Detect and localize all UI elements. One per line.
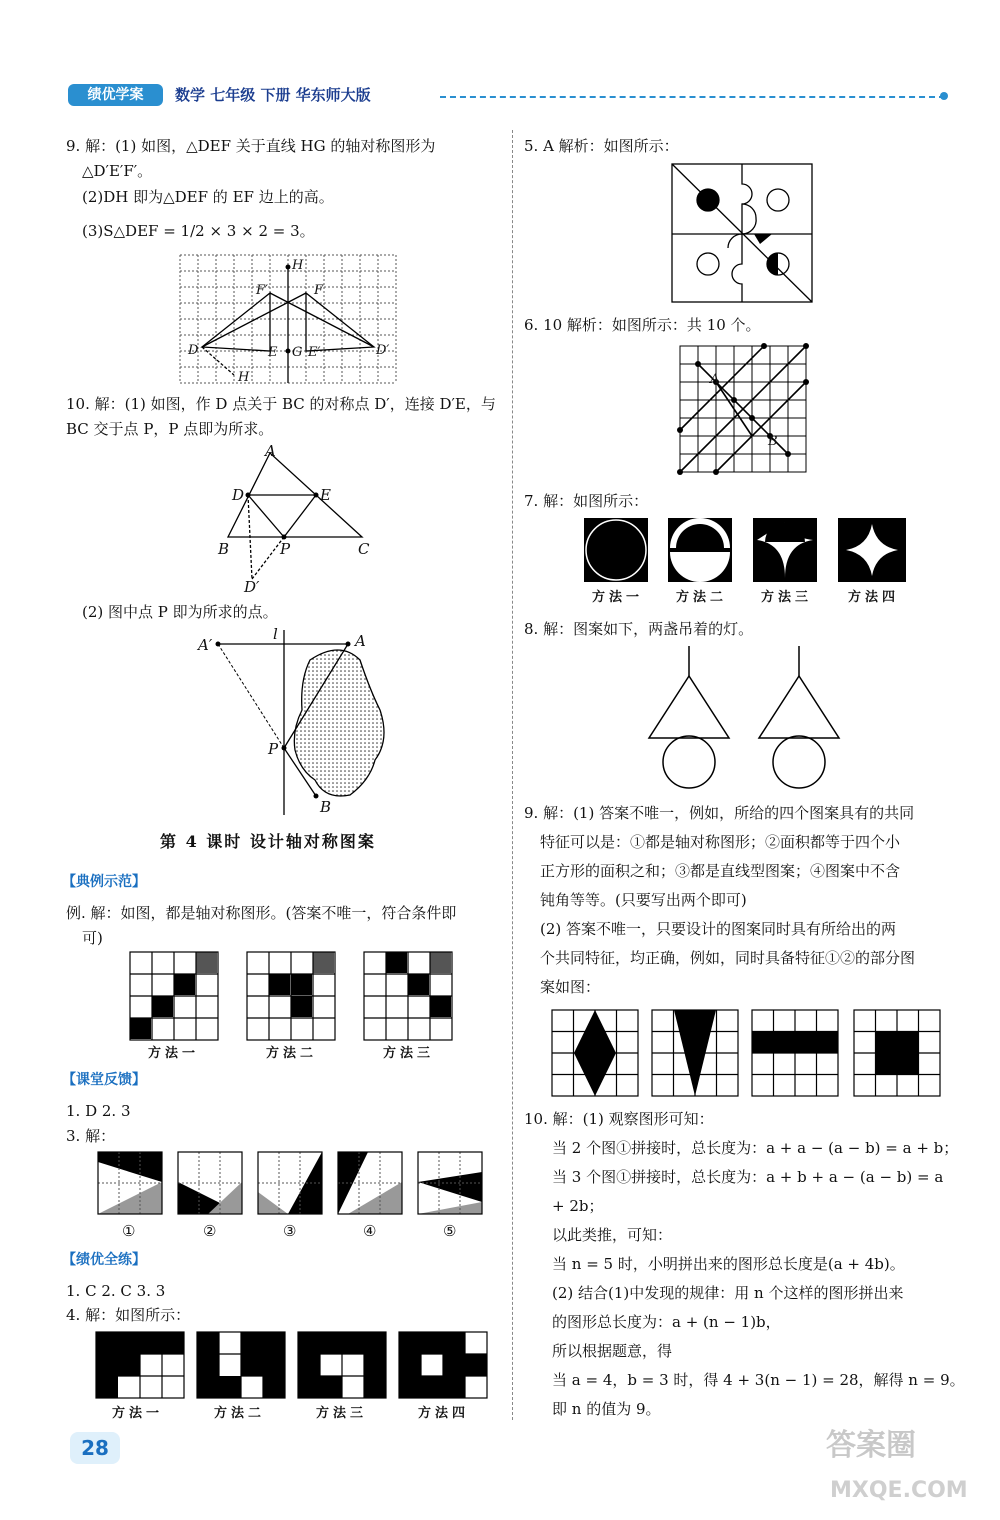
practice-caption-1: 方法一 xyxy=(112,1406,164,1421)
river-label-B: B xyxy=(320,798,332,816)
practice-grid-1 xyxy=(96,1332,184,1398)
q9-pattern-2 xyxy=(652,1010,738,1096)
watermark-url: MXQE.COM xyxy=(830,1478,968,1503)
page-number: 28 xyxy=(70,1432,120,1464)
section-practice: 【绩优全练】 xyxy=(62,1252,146,1268)
grid6-label-A: A xyxy=(710,372,720,387)
r-q10-line-1: 10. 解：(1) 观察图形可知： xyxy=(524,1110,714,1128)
lesson-title: 第 4 课时 设计轴对称图案 xyxy=(160,832,376,851)
feedback-line-2: 3. 解： xyxy=(66,1127,116,1145)
q7-caption-1: 方法一 xyxy=(592,590,644,605)
example-caption-3: 方法三 xyxy=(383,1046,435,1061)
river-label-l: l xyxy=(273,625,278,643)
q10-line-1: 10. 解：(1) 如图，作 D 点关于 BC 的对称点 D′，连接 D′E，与 xyxy=(66,395,496,413)
r-q10-line-5: 以此类推，可知： xyxy=(552,1226,673,1244)
q7-caption-4: 方法四 xyxy=(848,590,900,605)
river-label-A-prime: A′ xyxy=(198,636,213,654)
example-caption-1: 方法一 xyxy=(148,1046,200,1061)
column-divider xyxy=(512,130,513,1420)
label-F-prime: F′ xyxy=(256,283,268,298)
feedback-caption-2: ② xyxy=(203,1222,217,1240)
q9-line-1: 9. 解：(1) 如图，△DEF 关于直线 HG 的轴对称图形为 xyxy=(66,137,436,155)
r-q5: 5. A 解析：如图所示： xyxy=(524,137,679,155)
tri-label-B: B xyxy=(218,540,230,558)
q9-line-3: (2)DH 即为△DEF 的 EF 边上的高。 xyxy=(82,188,334,206)
r-q9-line-4: 钝角等等。(只要写出两个即可) xyxy=(540,891,747,909)
r-q9-line-3: 正方形的面积之和；③都是直线型图案；④图案中不含 xyxy=(540,862,901,880)
figure-q5 xyxy=(672,164,814,304)
figure-q9-grid xyxy=(180,255,400,387)
q9-pattern-4 xyxy=(854,1010,940,1096)
header-dot xyxy=(940,92,948,100)
tri-label-P: P xyxy=(280,540,291,558)
feedback-caption-3: ③ xyxy=(283,1222,297,1240)
r-q10-line-9: 所以根据题意，得 xyxy=(552,1342,673,1360)
r-q9-line-5: (2) 答案不唯一，只要设计的图案同时具有所给出的两 xyxy=(540,920,897,938)
q7-caption-2: 方法二 xyxy=(676,590,728,605)
figure-q10-river xyxy=(200,630,400,820)
r-q10-line-2: 当 2 个图①拼接时，总长度为：a + a − (a − b) = a + b； xyxy=(552,1139,959,1157)
q7-caption-3: 方法三 xyxy=(761,590,813,605)
feedback-caption-5: ⑤ xyxy=(443,1222,457,1240)
label-E-prime: E′ xyxy=(308,345,321,360)
series-badge: 绩优学案 xyxy=(68,84,163,106)
watermark-logo: 答案圈 xyxy=(826,1428,916,1463)
q7-figure-4 xyxy=(838,518,906,582)
q9-line-4: (3)S△DEF = 1/2 × 3 × 2 = 3。 xyxy=(82,222,315,240)
q10-line-2: BC 交于点 P，P 点即为所求。 xyxy=(66,420,274,438)
section-feedback: 【课堂反馈】 xyxy=(62,1072,146,1088)
practice-grid-4 xyxy=(399,1332,487,1398)
river-label-P: P xyxy=(268,740,279,758)
practice-line-2: 4. 解：如图所示： xyxy=(66,1306,191,1324)
r-q9-line-2: 特征可以是：①都是轴对称图形；②面积都等于四个小 xyxy=(540,833,901,851)
river-label-A: A xyxy=(355,632,366,650)
r-q10-line-11: 即 n 的值为 9。 xyxy=(552,1400,661,1418)
figure-q6-grid xyxy=(680,346,810,476)
label-G: G xyxy=(292,345,303,360)
example-line-2: 可) xyxy=(82,929,103,947)
header-rule xyxy=(440,96,945,98)
r-q6: 6. 10 解析：如图所示：共 10 个。 xyxy=(524,316,761,334)
r-q10-line-3: 当 3 个图①拼接时，总长度为：a + b + a − (a − b) = a xyxy=(552,1168,944,1186)
practice-grid-3 xyxy=(298,1332,386,1398)
label-D: D xyxy=(188,343,199,358)
r-q10-line-10: 当 a = 4，b = 3 时，得 4 + 3(n − 1) = 28，解得 n = 9。 xyxy=(552,1371,965,1389)
q7-figure-3 xyxy=(753,518,817,582)
practice-grid-2 xyxy=(197,1332,285,1398)
q9-line-2: △D′E′F′。 xyxy=(82,162,153,180)
example-grid-2 xyxy=(247,952,335,1040)
tri-label-A: A xyxy=(265,442,276,460)
q7-figure-1 xyxy=(584,518,648,582)
feedback-figure-1 xyxy=(98,1152,162,1214)
label-H-bottom: H xyxy=(238,370,250,385)
practice-line-1: 1. C 2. C 3. 3 xyxy=(66,1282,166,1300)
figure-q10-triangle xyxy=(220,445,380,595)
feedback-figure-3 xyxy=(258,1152,322,1214)
r-q10-line-4: + 2b； xyxy=(552,1197,604,1215)
r-q10-line-7: (2) 结合(1)中发现的规律：用 n 个这样的图形拼出来 xyxy=(552,1284,904,1302)
feedback-figure-4 xyxy=(338,1152,402,1214)
practice-caption-2: 方法二 xyxy=(214,1406,266,1421)
feedback-caption-4: ④ xyxy=(363,1222,377,1240)
practice-caption-3: 方法三 xyxy=(316,1406,368,1421)
practice-caption-4: 方法四 xyxy=(418,1406,470,1421)
feedback-figure-2 xyxy=(178,1152,242,1214)
r-q10-line-8: 的图形总长度为：a + (n − 1)b， xyxy=(552,1313,781,1331)
tri-label-D: D xyxy=(232,486,245,504)
label-D-prime: D′ xyxy=(376,343,390,358)
r-q9-line-6: 个共同特征，均正确，例如，同时具备特征①②的部分图 xyxy=(540,949,916,967)
r-q7: 7. 解：如图所示： xyxy=(524,492,649,510)
q9-pattern-3 xyxy=(752,1010,838,1096)
tri-label-C: C xyxy=(358,540,370,558)
section-example: 【典例示范】 xyxy=(62,874,146,890)
example-grid-3 xyxy=(364,952,452,1040)
tri-label-D-prime: D′ xyxy=(244,578,260,596)
feedback-figure-5 xyxy=(418,1152,482,1214)
label-H-top: H xyxy=(292,258,304,273)
q9-pattern-1 xyxy=(552,1010,638,1096)
label-E: E xyxy=(268,345,278,360)
example-caption-2: 方法二 xyxy=(266,1046,318,1061)
r-q8: 8. 解：图案如下，两盏吊着的灯。 xyxy=(524,620,754,638)
r-q9-line-1: 9. 解：(1) 答案不唯一，例如，所给的四个图案具有的共同 xyxy=(524,804,915,822)
example-grid-1 xyxy=(130,952,218,1040)
grid6-label-B: B xyxy=(768,434,778,449)
r-q9-line-7: 案如图： xyxy=(540,978,601,996)
feedback-caption-1: ① xyxy=(122,1222,136,1240)
book-title: 数学 七年级 下册 华东师大版 xyxy=(175,86,371,104)
q7-figure-2 xyxy=(668,518,732,582)
feedback-line-1: 1. D 2. 3 xyxy=(66,1102,131,1120)
r-q10-line-6: 当 n = 5 时，小明拼出来的图形总长度是(a + 4b)。 xyxy=(552,1255,905,1273)
label-F: F xyxy=(314,283,324,298)
tri-label-E: E xyxy=(320,486,331,504)
figure-q8-lamps xyxy=(645,646,865,792)
q10-line-3: (2) 图中点 P 即为所求的点。 xyxy=(82,603,278,621)
example-line-1: 例. 解：如图，都是轴对称图形。(答案不唯一，符合条件即 xyxy=(66,904,457,922)
